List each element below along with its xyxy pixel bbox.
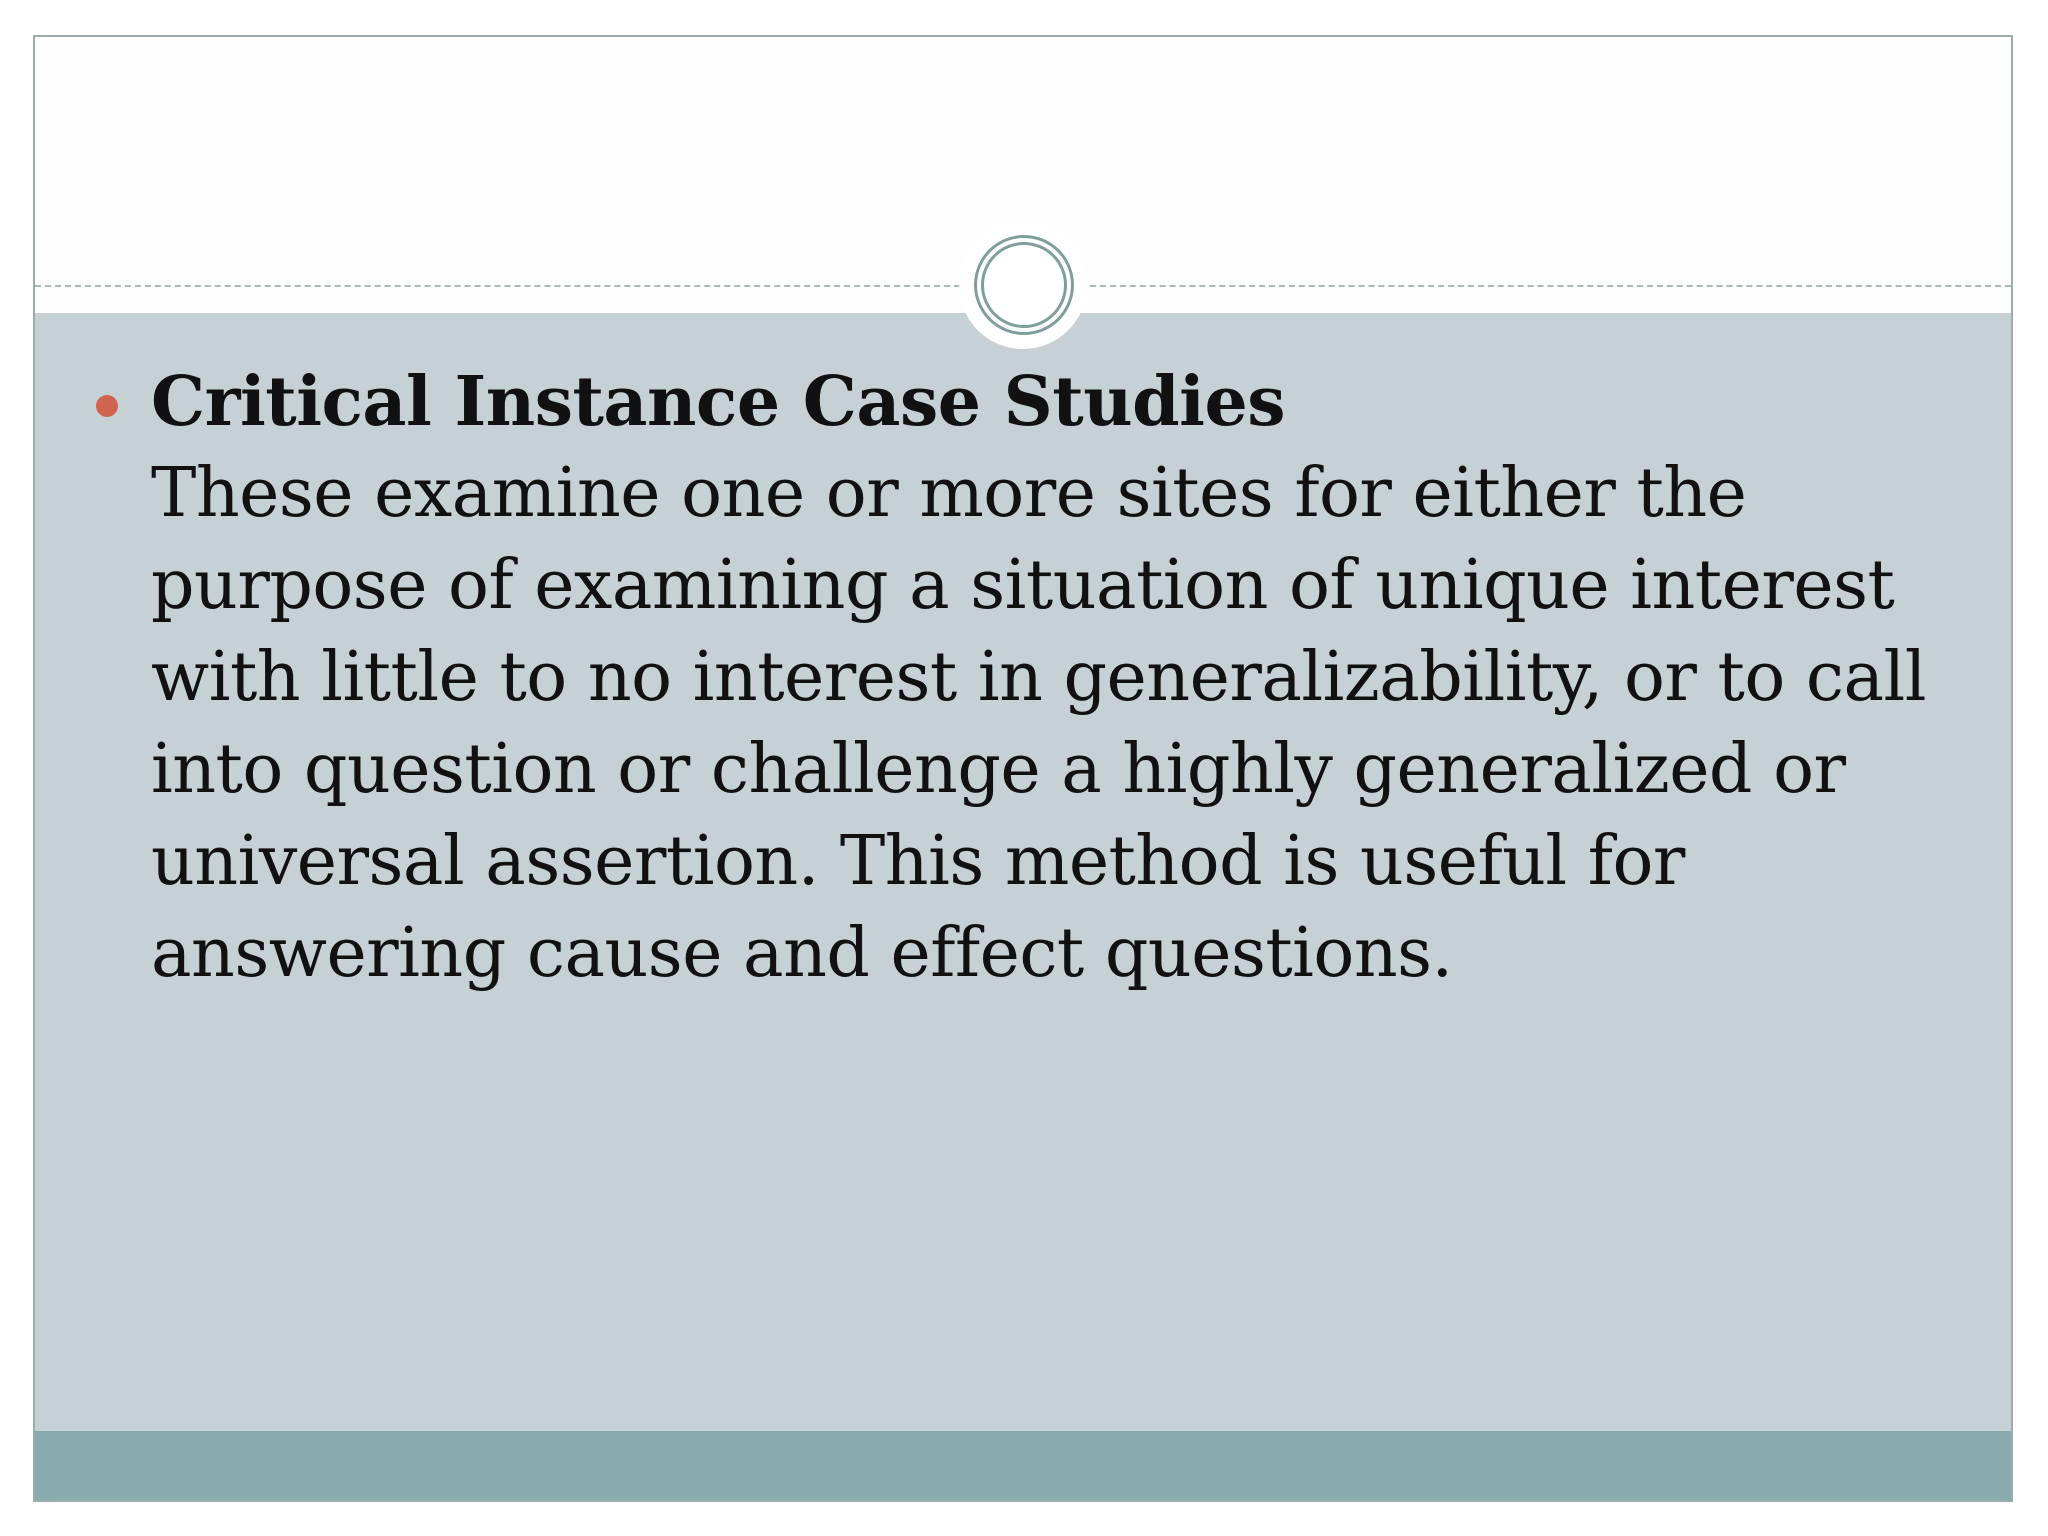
bullet-heading: Critical Instance Case Studies (151, 362, 1286, 442)
bullet-body-line: purpose of examining a situation of unique interest (151, 546, 1895, 625)
slide (33, 35, 2013, 1502)
header-divider-left (35, 285, 960, 287)
footer-bar (35, 1431, 2011, 1502)
bullet-body-line: These examine one or more sites for either the (151, 454, 1747, 533)
bullet-body-line: into question or challenge a highly generalized or (151, 730, 1846, 809)
bullet-dot-icon (96, 395, 118, 417)
circle-ornament-inner-ring (981, 242, 1067, 328)
bullet-body-line: with little to no interest in generalizability, or to call (151, 638, 1927, 717)
bullet-body-line: answering cause and effect questions. (151, 914, 1453, 993)
header-divider-right (1090, 285, 2011, 287)
bullet-body-line: universal assertion. This method is useful for (151, 822, 1685, 901)
bullet-item (151, 356, 1971, 1000)
